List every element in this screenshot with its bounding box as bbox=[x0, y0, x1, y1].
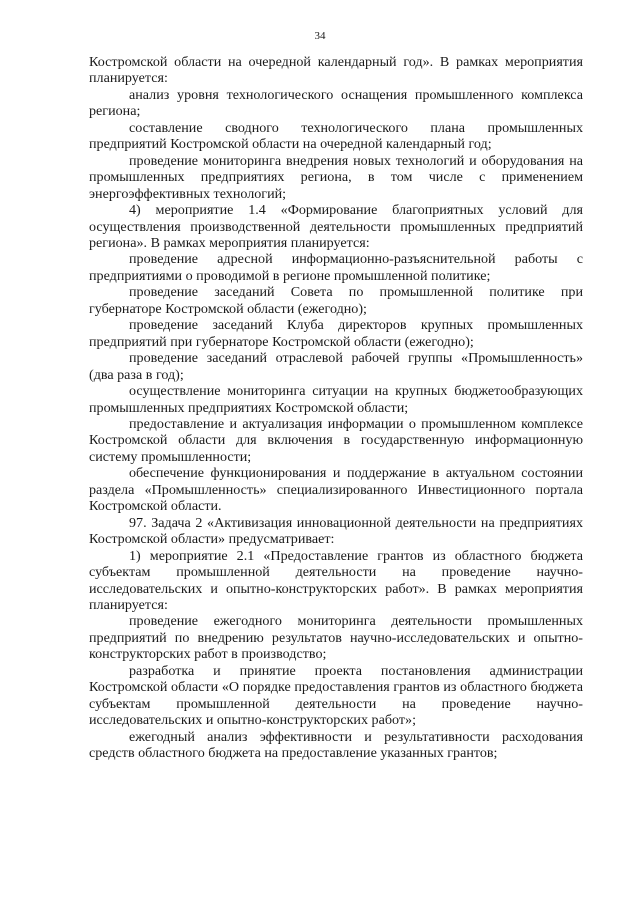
paragraph: 1) мероприятие 2.1 «Предоставление грантов из областного бюджета субъектам промышленной деятельности на проведение научно-исследовательских и опытно-конструкторских работ». В рамках мероприятия планируется: bbox=[89, 547, 583, 613]
paragraph: проведение ежегодного мониторинга деятельности промышленных предприятий по внедрению результатов научно-исследовательских и опытно-конструкторских работ в производство; bbox=[89, 613, 583, 663]
paragraph: Костромской области на очередной календарный год». В рамках мероприятия планируется: bbox=[89, 54, 583, 87]
paragraph: анализ уровня технологического оснащения промышленного комплекса региона; bbox=[89, 86, 583, 120]
paragraph: осуществление мониторинга ситуации на крупных бюджетообразующих промышленных предприятиях Костромской области; bbox=[89, 383, 583, 416]
document-body bbox=[89, 54, 583, 761]
paragraph: составление сводного технологического плана промышленных предприятий Костромской области на очередной календарный год; bbox=[89, 119, 583, 153]
paragraph: проведение мониторинга внедрения новых технологий и оборудования на промышленных предприятиях региона, в том числе с применением энергоэффективных технологий; bbox=[89, 152, 583, 202]
paragraph: 4) мероприятие 1.4 «Формирование благоприятных условий для осуществления производственной деятельности промышленных предприятий региона». В рамках мероприятия планируется: bbox=[89, 202, 583, 251]
paragraph: проведение заседаний отраслевой рабочей группы «Промышленность» (два раза в год); bbox=[89, 350, 583, 383]
paragraph: 97. Задача 2 «Активизация инновационной деятельности на предприятиях Костромской области» предусматривает: bbox=[89, 514, 583, 548]
paragraph: ежегодный анализ эффективности и результативности расходования средств областного бюджета на предоставление указанных грантов; bbox=[89, 728, 583, 762]
paragraph: проведение адресной информационно-разъяснительной работы с предприятиями о проводимой в регионе промышленной политике; bbox=[89, 251, 583, 284]
paragraph: разработка и принятие проекта постановления администрации Костромской области «О порядке предоставления грантов из областного бюджета субъектам промышленной деятельности на проведение научно-исследовательских и опытно-конструкторских работ»; bbox=[89, 662, 583, 729]
paragraph: проведение заседаний Клуба директоров крупных промышленных предприятий при губернаторе Костромской области (ежегодно); bbox=[89, 317, 583, 350]
paragraph: предоставление и актуализация информации о промышленном комплексе Костромской области для включения в государственную информационную систему промышленности; bbox=[89, 415, 583, 465]
page-number: 34 bbox=[314, 30, 326, 42]
paragraph: проведение заседаний Совета по промышленной политике при губернаторе Костромской области (ежегодно); bbox=[89, 284, 583, 317]
paragraph: обеспечение функционирования и поддержание в актуальном состоянии раздела «Промышленность» специализированного Инвестиционного портала Костромской области. bbox=[89, 465, 583, 515]
